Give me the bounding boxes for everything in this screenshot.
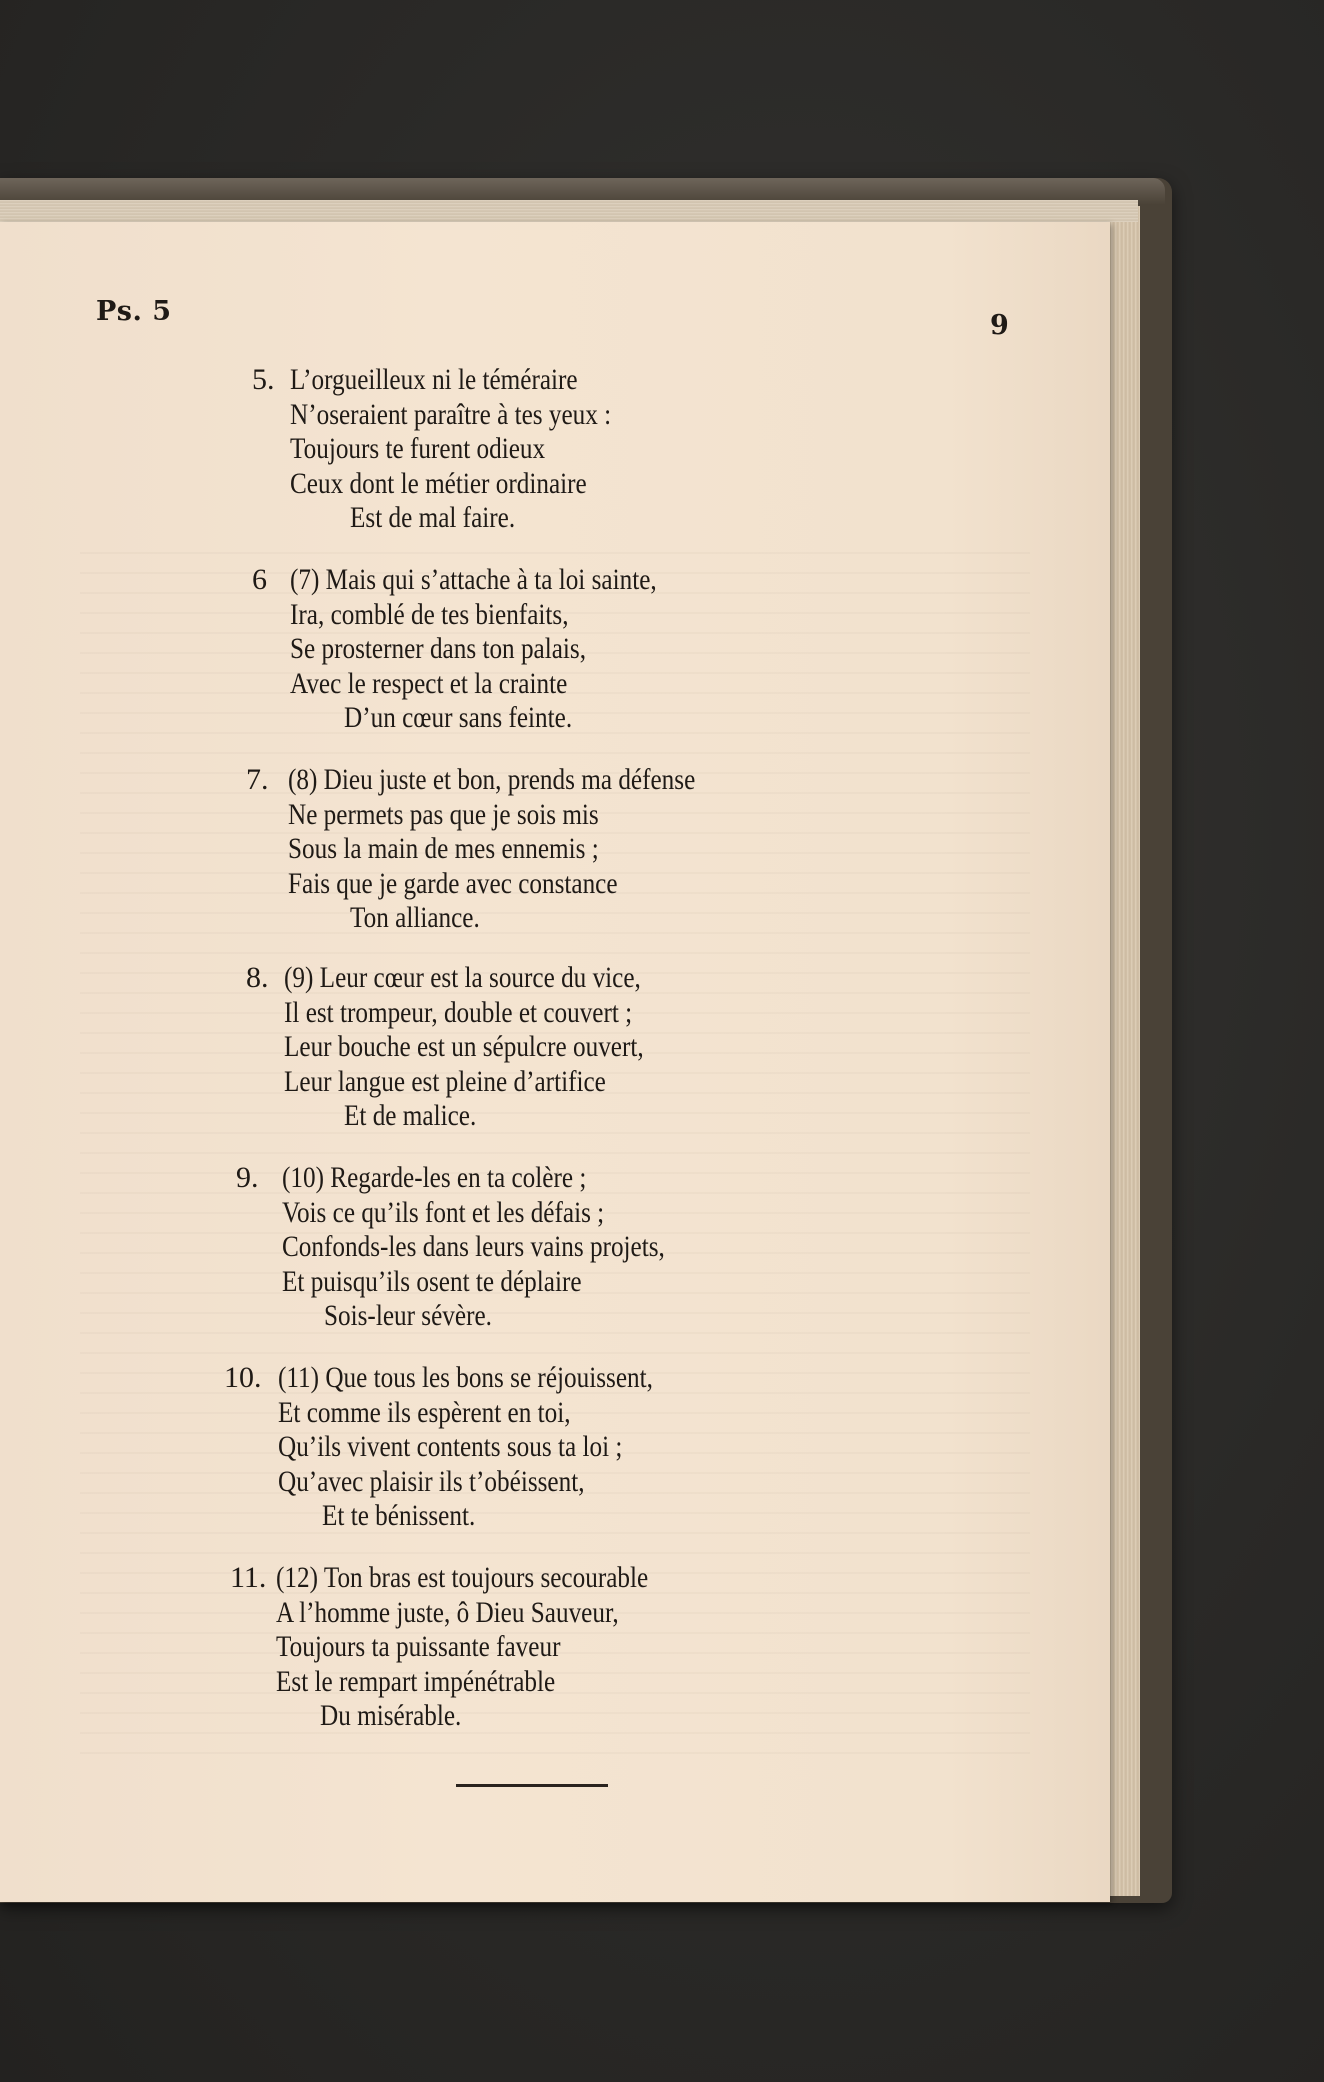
stanza-number: 10. bbox=[224, 1361, 262, 1394]
stanza-number: 9. bbox=[236, 1161, 259, 1194]
verse-line: (7) Mais qui s’attache à ta loi sainte, bbox=[290, 563, 657, 596]
verse-line: Est de mal faire. bbox=[350, 501, 516, 534]
verse-line: (12) Ton bras est toujours secourable bbox=[276, 1561, 649, 1594]
verse-line: Toujours ta puissante faveur bbox=[276, 1630, 561, 1663]
verse-line: Qu’avec plaisir ils t’obéissent, bbox=[278, 1464, 585, 1498]
running-head: Ps. 5 bbox=[96, 296, 172, 327]
verse-line: Et de malice. bbox=[344, 1099, 477, 1132]
verse-line: Et puisqu’ils osent te déplaire bbox=[282, 1264, 582, 1298]
verse-line: N’oseraient paraître à tes yeux : bbox=[290, 397, 612, 431]
page-block-top-edge bbox=[0, 200, 1138, 222]
verse-line: (8) Dieu juste et bon, prends ma défense bbox=[288, 763, 696, 796]
verse-line: Sous la main de mes ennemis ; bbox=[288, 832, 599, 865]
verse-line: Leur bouche est un sépulcre ouvert, bbox=[284, 1030, 644, 1063]
verse-line: Fais que je garde avec constance bbox=[288, 866, 618, 900]
stanza-number: 7. bbox=[246, 763, 269, 796]
verse-line: Se prosterner dans ton palais, bbox=[290, 632, 587, 665]
stanza-number: 6 bbox=[252, 563, 267, 596]
verse-line: Toujours te furent odieux bbox=[290, 432, 546, 465]
verse-line: Confonds-les dans leurs vains projets, bbox=[282, 1230, 665, 1263]
verse-line: Et comme ils espèrent en toi, bbox=[278, 1395, 571, 1429]
verse-line: Est le rempart impénétrable bbox=[276, 1664, 556, 1698]
verse-line: Du misérable. bbox=[320, 1699, 462, 1732]
verse-line: Sois-leur sévère. bbox=[324, 1299, 492, 1332]
verse-line: Ton alliance. bbox=[350, 901, 480, 934]
page-number: 9 bbox=[990, 310, 1009, 341]
verse-line: Vois ce qu’ils font et les défais ; bbox=[282, 1195, 605, 1229]
stanza-number: 8. bbox=[246, 961, 269, 994]
verse-line: Leur langue est pleine d’artifice bbox=[284, 1064, 606, 1098]
verse-line: (11) Que tous les bons se réjouissent, bbox=[278, 1361, 653, 1394]
end-rule bbox=[456, 1784, 608, 1787]
verse-line: Il est trompeur, double et couvert ; bbox=[284, 995, 633, 1029]
verse-line: L’orgueilleux ni le téméraire bbox=[290, 363, 578, 396]
verse-line: Avec le respect et la crainte bbox=[290, 666, 568, 700]
verse-line: D’un cœur sans feinte. bbox=[344, 701, 573, 734]
verse-line: Ne permets pas que je sois mis bbox=[288, 797, 599, 831]
verse-line: Et te bénissent. bbox=[322, 1499, 476, 1532]
verse-line: Ira, comblé de tes bienfaits, bbox=[290, 597, 569, 631]
stanza-number: 11. bbox=[230, 1561, 267, 1594]
verse-line: Qu’ils vivent contents sous ta loi ; bbox=[278, 1430, 623, 1463]
stanza-number: 5. bbox=[252, 363, 275, 396]
verse-line: A l’homme juste, ô Dieu Sauveur, bbox=[276, 1595, 619, 1629]
book-page bbox=[0, 222, 1110, 1902]
verse-line: (10) Regarde-les en ta colère ; bbox=[282, 1161, 587, 1194]
verse-line: (9) Leur cœur est la source du vice, bbox=[284, 961, 641, 994]
stanza-list bbox=[0, 222, 1110, 1902]
verse-line: Ceux dont le métier ordinaire bbox=[290, 466, 587, 500]
page-content bbox=[0, 222, 1110, 1902]
